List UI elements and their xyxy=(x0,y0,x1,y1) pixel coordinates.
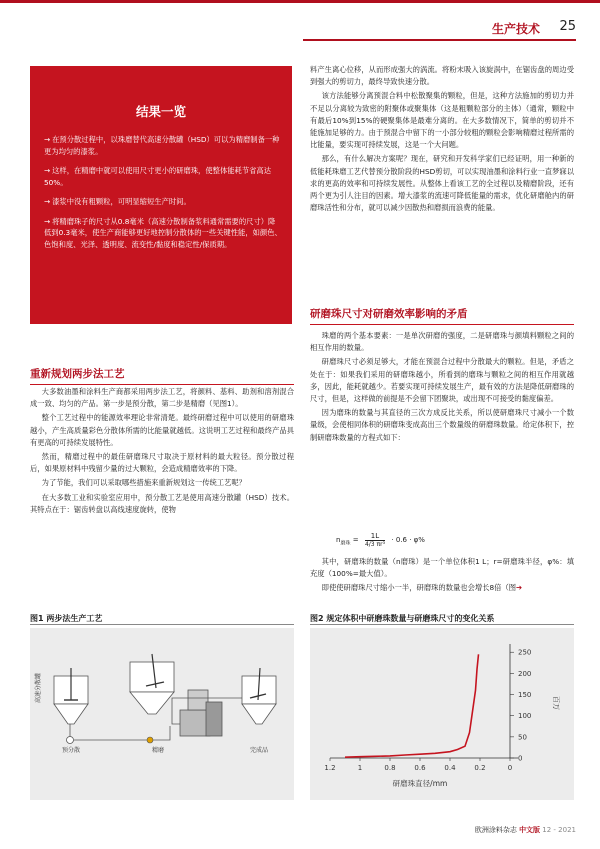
figure1-title: 图1 两步法生产工艺 xyxy=(30,614,103,623)
right-section-body-2 xyxy=(310,556,574,597)
page-number: 25 xyxy=(559,19,576,34)
bead-count-formula xyxy=(336,532,425,548)
paragraph: 整个工艺过程中的能源效率理论非常清楚。最终研磨过程中可以使用的研磨珠越小，产生高质量彩色分散体所需的比能量就越低。这说明工艺过程和最终产品具有更高的可持续发展特性。 xyxy=(30,413,294,447)
paragraph: 研磨珠尺寸必须足够大，才能在预混合过程中分散最大的颗粒。但是，矛盾之处在于：如果我们采用的研磨珠越小，所看到的磨珠与颗粒之间的相互作用就越多，因此，能耗就越少。若要实现可持续发展生产，最有效的方法是降低研磨珠的尺寸，但是，这样做的前提是不会留下团聚块，或出现不可接受的黏度偏差。 xyxy=(310,357,574,404)
series-line xyxy=(345,654,479,757)
mill-tank xyxy=(130,654,174,714)
summary-box xyxy=(30,66,292,324)
footer-edition: 中文版 xyxy=(519,826,541,834)
y-tick-label: 200 xyxy=(518,669,532,678)
formula-numerator: 1L xyxy=(365,532,385,541)
y-tick-label: 150 xyxy=(518,691,532,700)
label-fine-grind: 精磨 xyxy=(151,747,165,754)
figure2-rule xyxy=(310,624,574,625)
summary-item: → 这样，在精磨中就可以使用尺寸更小的研磨珠，使整体能耗节省高达50%。 xyxy=(44,166,272,187)
summary-list xyxy=(30,134,292,250)
left-section-title: 重新规划两步法工艺 xyxy=(30,366,294,385)
y-tick-label: 0 xyxy=(518,754,523,763)
y-tick-label: 250 xyxy=(518,648,532,657)
section-header: 生产技术 xyxy=(491,22,540,36)
paragraph: 在大多数工业和实验室应用中，预分散工艺是使用高速分散罐（HSD）技术。其特点在于：锯齿转盘以高线速度旋转，使物 xyxy=(30,492,294,514)
right-column xyxy=(310,64,574,216)
paragraph: 大多数油墨和涂料生产商都采用两步法工艺，将颜料、基料、助剂和溶剂混合成一致、均匀的产品。第一步是预分散，第二步是精磨（见图1）。 xyxy=(30,387,294,409)
y-tick-label: 100 xyxy=(518,712,532,721)
right-section-title: 研磨珠尺寸对研磨效率影响的矛盾 xyxy=(310,306,574,325)
figure2-title: 图2 规定体积中研磨珠数量与研磨珠尺寸的变化关系 xyxy=(310,614,495,623)
label-predisperse: 预分散 xyxy=(61,747,81,754)
summary-title: 结果一览 xyxy=(135,104,186,119)
paragraph: 那么，有什么解决方案呢？现在，研究和开发科学家们已经证明，用一种新的低能耗珠磨工艺代替预分散阶段的HSD剪切，可以实现油墨和涂料行业一直梦寐以求的更高的效率和可持续发展性。从整体上看该工艺的全过程以及精磨阶段，还有两个更为引人注目的因素。增大漆浆的流速可降低能量的需求，优化研磨舱内的研磨珠活性和分布，就可以减少因散热和磨损而浪费的能量。 xyxy=(310,154,574,213)
x-tick-label: 1.2 xyxy=(324,764,336,772)
figure2-chart xyxy=(310,628,574,800)
paragraph: 珠磨的两个基本要素：一是单次研磨的强度，二是研磨珠与颜填料颗粒之间的相互作用的数量。 xyxy=(310,331,574,353)
header-rule xyxy=(303,39,576,41)
left-column xyxy=(30,386,294,518)
right-section-body xyxy=(310,330,574,446)
formula-tail: · 0.6 · φ% xyxy=(391,536,425,544)
footer-magazine: 欧洲涂料杂志 xyxy=(474,826,517,834)
paragraph: 因为磨珠的数量与其直径的三次方成反比关系，所以使研磨珠尺寸减小一个数量级，会使相同体积的研磨珠变成高出三个数量级的研磨珠数量。给定体积下，控制研磨珠数量的方程式如下： xyxy=(310,408,574,442)
summary-item: → 在预分散过程中，以珠磨替代高速分散罐（HSD）可以为精磨制备一种更为均匀的漆浆。 xyxy=(44,135,280,156)
footer xyxy=(475,825,576,835)
finished-tank xyxy=(242,668,276,724)
formula-lhs: n xyxy=(336,536,341,544)
footer-date: 12 - 2021 xyxy=(542,826,576,834)
x-tick-label: 0.4 xyxy=(444,764,456,772)
label-vertical: 高速分散罐 xyxy=(35,672,42,704)
figure1-diagram xyxy=(30,628,294,800)
x-tick-label: 0 xyxy=(507,764,513,772)
x-axis-label: 研磨珠直径/mm xyxy=(392,779,448,788)
arrow-icon: → xyxy=(44,166,51,175)
x-tick-label: 0.6 xyxy=(414,764,426,772)
formula-denominator: 4/3 πr³ xyxy=(364,541,385,548)
paragraph: 为了节能，我们可以采取哪些措施来重新规划这一传统工艺呢？ xyxy=(41,478,246,488)
arrow-icon: → xyxy=(44,216,51,226)
summary-item: → 将精磨珠子的尺寸从0.8毫米（高速分散制备浆料通常需要的尺寸）降低到0.3毫米，使生产商能够更好地控制分散体的一些关键性能，如颜色、色饱和度、光泽、透明度、流变性/黏度和稳定性/保质期。 xyxy=(44,216,282,249)
paragraph: 该方法能够分离预混合料中松散聚集的颗粒，但是，这种方法施加的剪切力并不足以分离较为致密的附聚体或聚集体（这是粗颗粒部分的主体）（通常，颗粒中有最后10%到15%的硬聚集体是最难分离的。在大多数情况下，简单的剪切并不能施加足够的力。由于预混合中留下的一小部分较粗的颗粒会影响精磨过程所需的比能量，要实现可持续发展，这是一个大问题。 xyxy=(310,91,574,150)
continue-arrow-icon: ➔ xyxy=(516,583,523,593)
bead-count-chart xyxy=(310,628,574,800)
x-tick-label: 0.2 xyxy=(474,764,486,772)
x-tick-label: 0.8 xyxy=(384,764,396,772)
arrow-icon: → xyxy=(44,197,51,206)
summary-item: → 漆浆中没有粗颗粒，可明显缩短生产时间。 xyxy=(44,197,191,206)
y-tick-label: 50 xyxy=(518,733,527,742)
formula-equals: = xyxy=(352,536,359,544)
formula-lhs-sub: 磨珠 xyxy=(340,540,351,547)
label-finished: 完成品 xyxy=(249,747,269,754)
x-tick-label: 1 xyxy=(357,764,363,772)
process-diagram xyxy=(30,628,294,800)
figure1-rule xyxy=(30,624,294,625)
top-accent-line xyxy=(0,0,600,3)
predisperse-tank xyxy=(54,668,88,744)
formula-fraction xyxy=(365,532,385,548)
y-axis-label: 百万 xyxy=(552,696,560,710)
paragraph: 料产生离心位移，从而形成强大的涡流。将粉末吸入该旋涡中，在锯齿盘的周边受到强大的剪切力，最终导致快速分散。 xyxy=(310,65,574,87)
arrow-icon: → xyxy=(44,135,51,144)
paragraph: 其中，研磨珠的数量（n磨珠）是一个单位体积1 L；r=研磨珠半径，φ%：填充度（100%=最大值）。 xyxy=(310,557,574,579)
paragraph: 即使使研磨珠尺寸缩小一半，研磨珠的数量也会增长8倍（图➔ xyxy=(321,583,523,593)
paragraph: 然而，精磨过程中的最佳研磨珠尺寸取决于原材料的最大粒径。预分散过程后，如果原材料中残留少量的过大颗粒，会造成精磨效率的下降。 xyxy=(30,452,294,474)
